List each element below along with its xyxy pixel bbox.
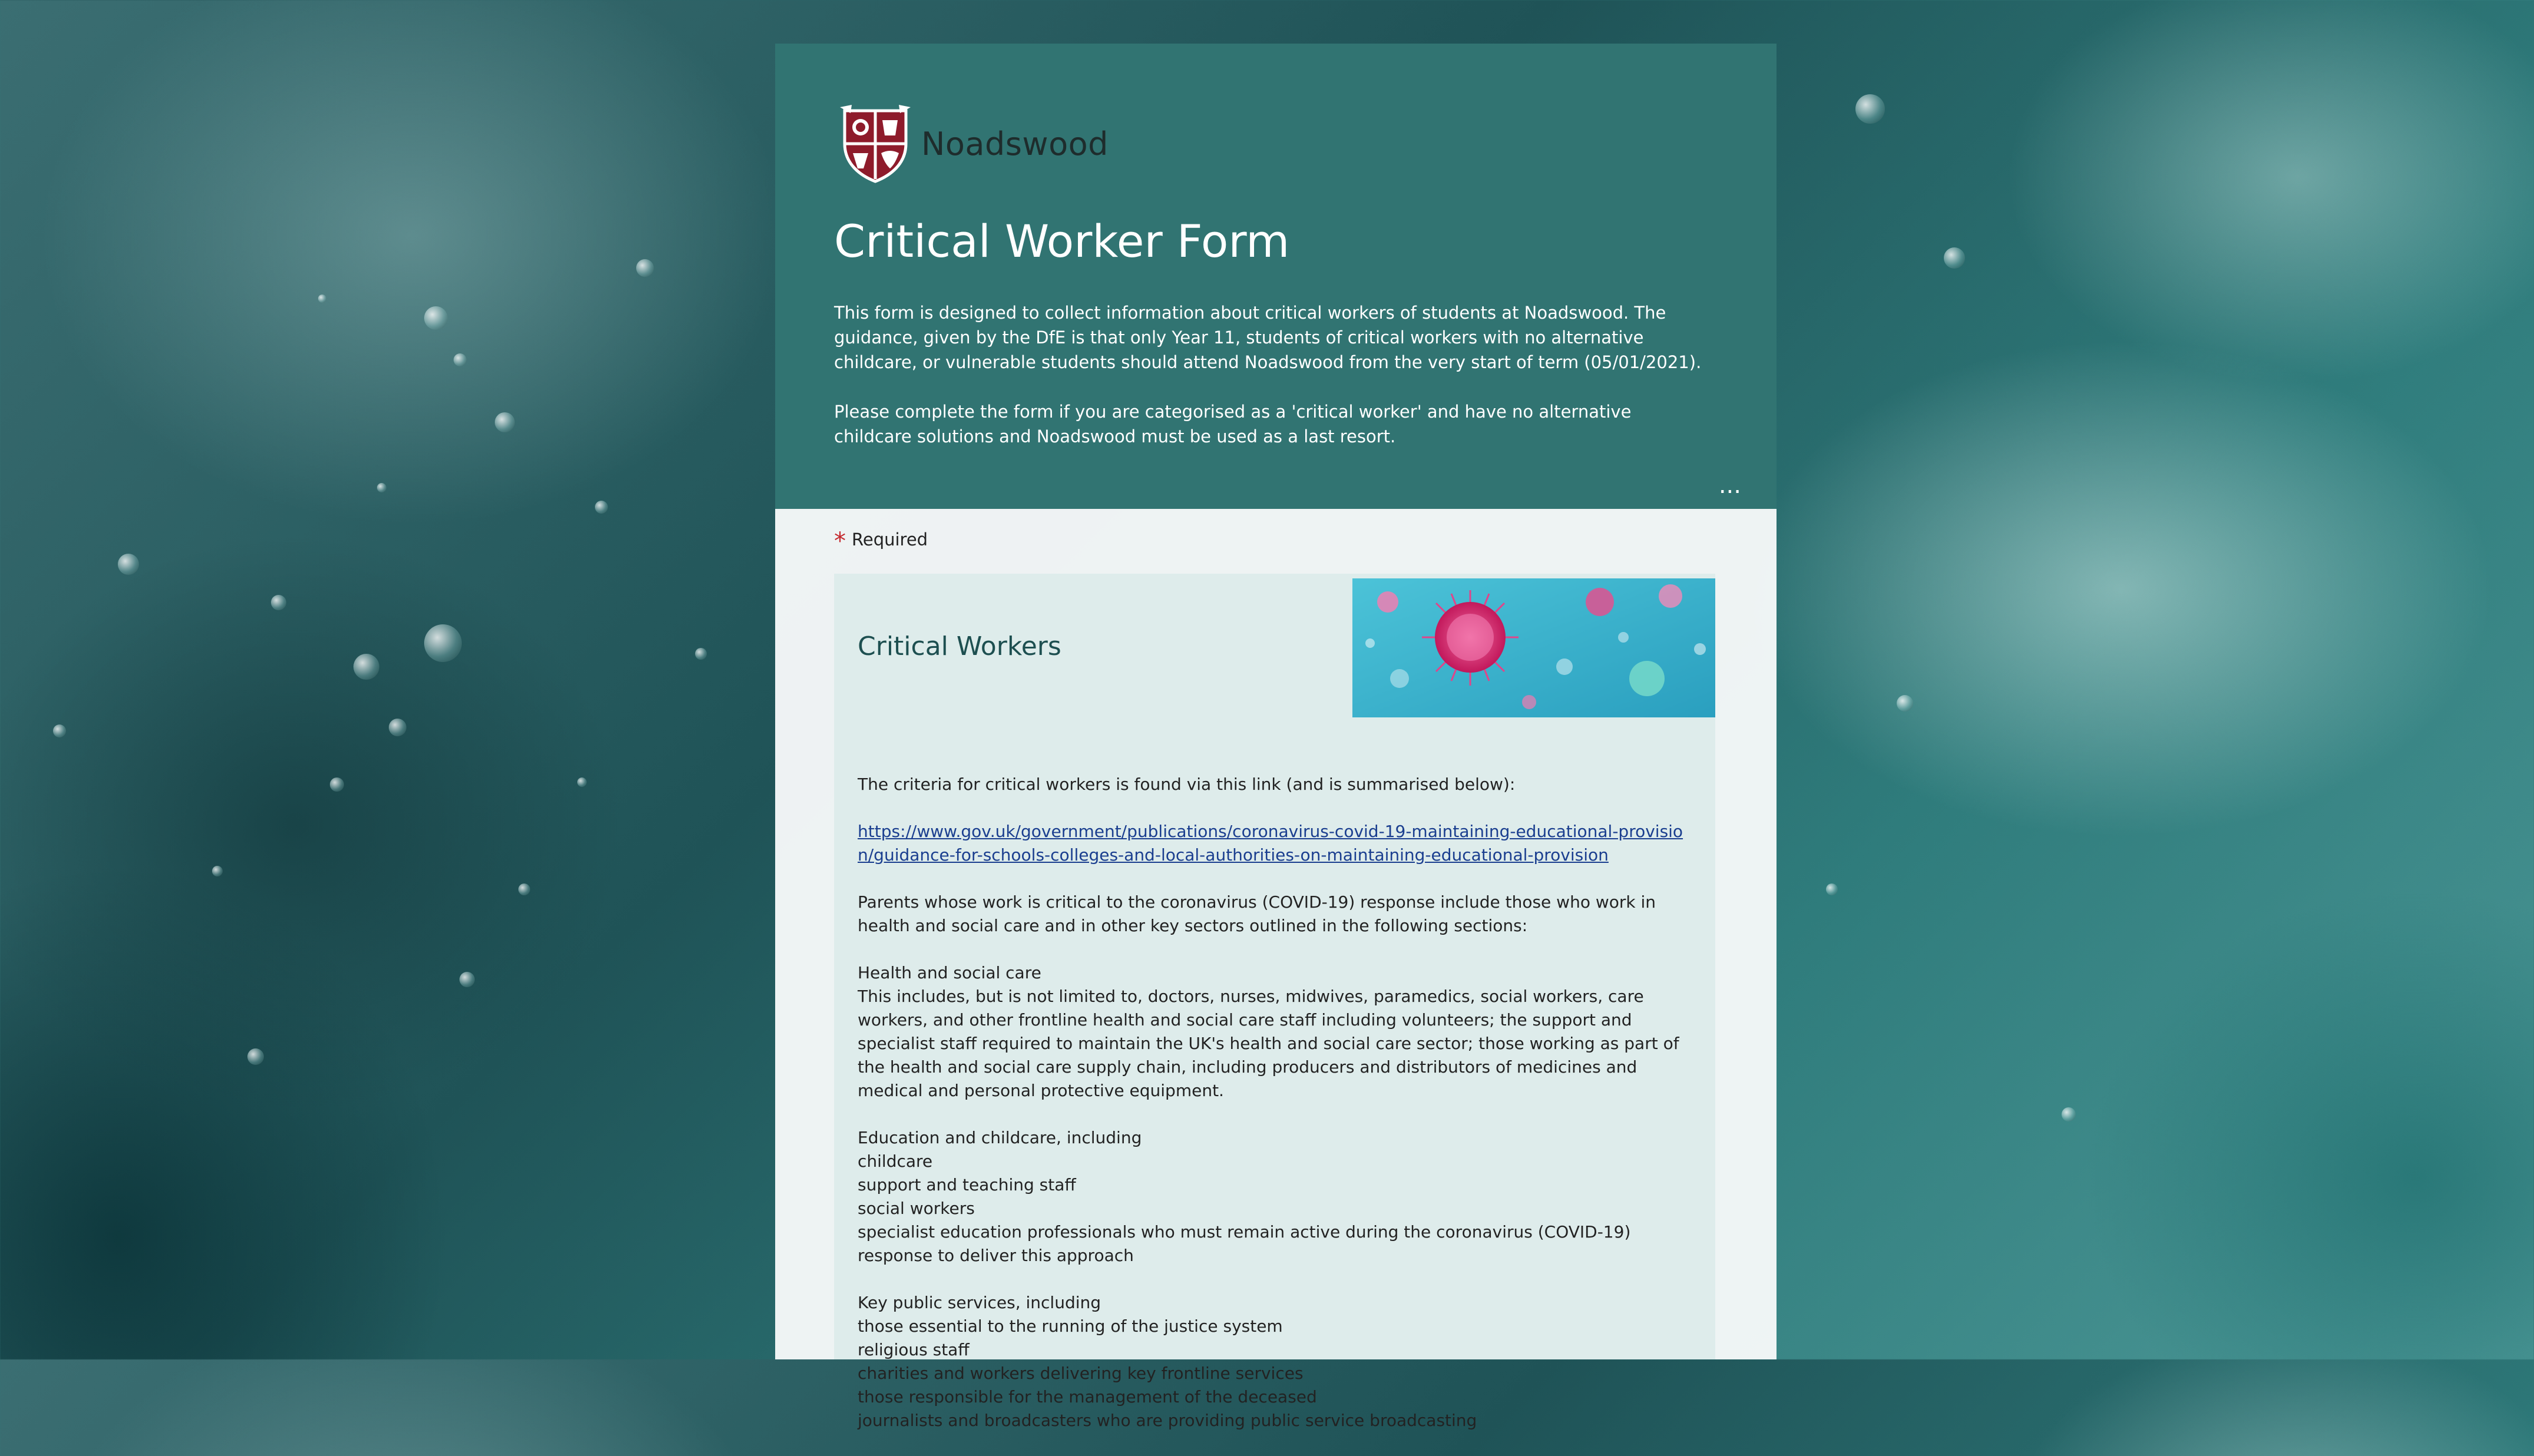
public-services-heading: Key public services, including xyxy=(858,1293,1101,1312)
section-body xyxy=(858,773,1694,1456)
section-title: Critical Workers xyxy=(858,631,1061,661)
guidance-link[interactable]: https://www.gov.uk/government/publications/coronavirus-covid-19-maintaining-educational-provision/guidance-for-schools-colleges-and-local-authorities-on-maintaining-educational-provision xyxy=(858,822,1683,865)
parents-text: Parents whose work is critical to the coronavirus (COVID-19) response include those who work in health and social care and in other key sectors outlined in the following sections: xyxy=(858,892,1656,935)
school-crest-icon xyxy=(834,102,917,185)
description-paragraph-1: This form is designed to collect information about critical workers of students at Noadswood. The guidance, given by the DfE is that only Year 11, students of critical workers with no alternative childcare, or vulnerable students should attend Noadswood from the very start of term (05/01/2021). xyxy=(834,303,1702,372)
form-header xyxy=(775,44,1777,509)
required-note xyxy=(834,528,928,555)
form-description xyxy=(834,300,1706,474)
list-item: those essential to the running of the justice system xyxy=(858,1316,1283,1336)
health-heading: Health and social care xyxy=(858,963,1041,982)
public-services-block xyxy=(858,1291,1694,1432)
coronavirus-image xyxy=(1352,578,1715,717)
list-item: support and teaching staff xyxy=(858,1175,1076,1194)
more-options-button[interactable]: ... xyxy=(1718,472,1741,499)
description-paragraph-2: Please complete the form if you are categorised as a 'critical worker' and have no alternative childcare solutions and Noadswood must be used as a last resort. xyxy=(834,402,1632,446)
required-label: Required xyxy=(852,530,928,550)
health-block xyxy=(858,961,1694,1103)
list-item: religious staff xyxy=(858,1340,970,1359)
education-heading: Education and childcare, including xyxy=(858,1128,1142,1147)
list-item: specialist education professionals who must remain active during the coronavirus (COVID-19) response to deliver this approach xyxy=(858,1222,1631,1265)
list-item: those responsible for the management of the deceased xyxy=(858,1387,1317,1407)
list-item: childcare xyxy=(858,1151,933,1171)
list-item: charities and workers delivering key frontline services xyxy=(858,1364,1304,1383)
school-name: Noadswood xyxy=(921,125,1109,163)
list-item: journalists and broadcasters who are providing public service broadcasting xyxy=(858,1411,1477,1430)
required-star: * xyxy=(834,528,846,555)
criteria-intro: The criteria for critical workers is found via this link (and is summarised below): xyxy=(858,775,1516,794)
school-logo xyxy=(834,102,1109,185)
form-card xyxy=(775,44,1777,1430)
health-text: This includes, but is not limited to, doctors, nurses, midwives, paramedics, social workers, care workers, and other frontline health and social care staff including volunteers; the support and specialist staff required to maintain the UK's health and social care sector; those working as part of the health and social care supply chain, including producers and distributors of medicines and medical and personal protective equipment. xyxy=(858,987,1679,1100)
list-item: social workers xyxy=(858,1199,975,1218)
critical-workers-section xyxy=(834,574,1715,1430)
education-block xyxy=(858,1126,1694,1268)
form-title: Critical Worker Form xyxy=(834,215,1290,267)
